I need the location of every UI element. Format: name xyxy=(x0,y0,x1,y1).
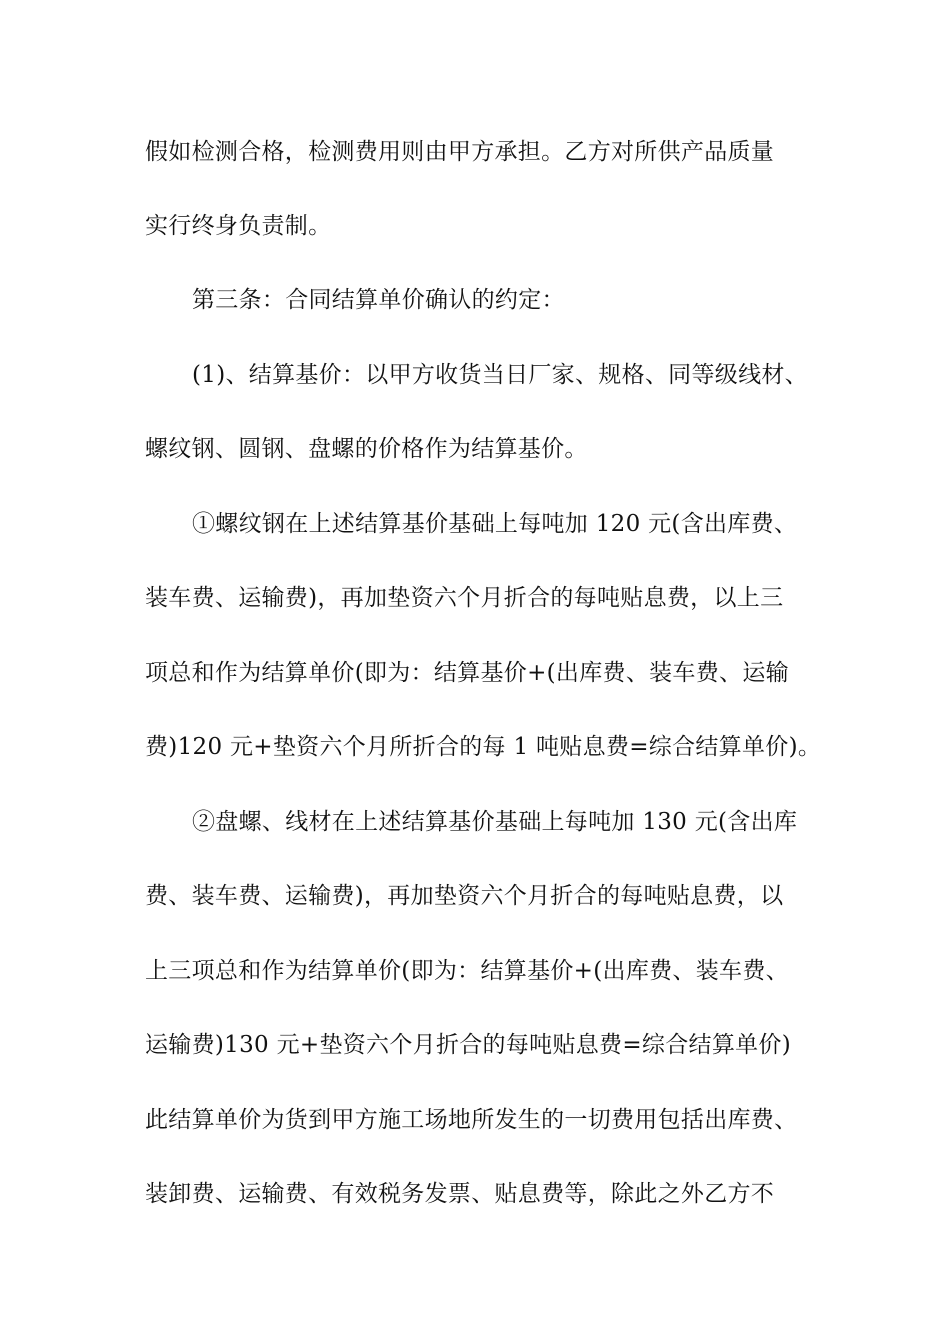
text-line-12: 上三项总和作为结算单价(即为：结算基价+(出库费、装车费、 xyxy=(145,958,789,984)
text-line-15: 装卸费、运输费、有效税务发票、贴息费等，除此之外乙方不 xyxy=(145,1181,775,1207)
text-line-8: 项总和作为结算单价(即为：结算基价+(出库费、装车费、运输 xyxy=(145,660,789,686)
clause-three-heading: 第三条：合同结算单价确认的约定： xyxy=(192,287,565,313)
text-line-14: 此结算单价为货到甲方施工场地所发生的一切费用包括出库费、 xyxy=(145,1107,798,1133)
text-line-11: 费、装车费、运输费)，再加垫资六个月折合的每吨贴息费，以 xyxy=(145,883,784,909)
text-line-9: 费)120 元+垫资六个月所折合的每 1 吨贴息费=综合结算单价)。 xyxy=(145,734,822,760)
text-line-6: ①螺纹钢在上述结算基价基础上每吨加 120 元(含出库费、 xyxy=(192,511,798,537)
text-line-4: (1)、结算基价：以甲方收货当日厂家、规格、同等级线材、 xyxy=(192,362,808,388)
text-line-5: 螺纹钢、圆钢、盘螺的价格作为结算基价。 xyxy=(145,436,588,462)
text-line-7: 装车费、运输费)，再加垫资六个月折合的每吨贴息费，以上三 xyxy=(145,585,784,611)
text-line-2: 实行终身负责制。 xyxy=(145,213,332,239)
text-line-1: 假如检测合格，检测费用则由甲方承担。乙方对所供产品质量 xyxy=(145,139,775,165)
text-line-10: ②盘螺、线材在上述结算基价基础上每吨加 130 元(含出库 xyxy=(192,809,798,835)
text-line-13: 运输费)130 元+垫资六个月折合的每吨贴息费=综合结算单价) xyxy=(145,1032,791,1058)
